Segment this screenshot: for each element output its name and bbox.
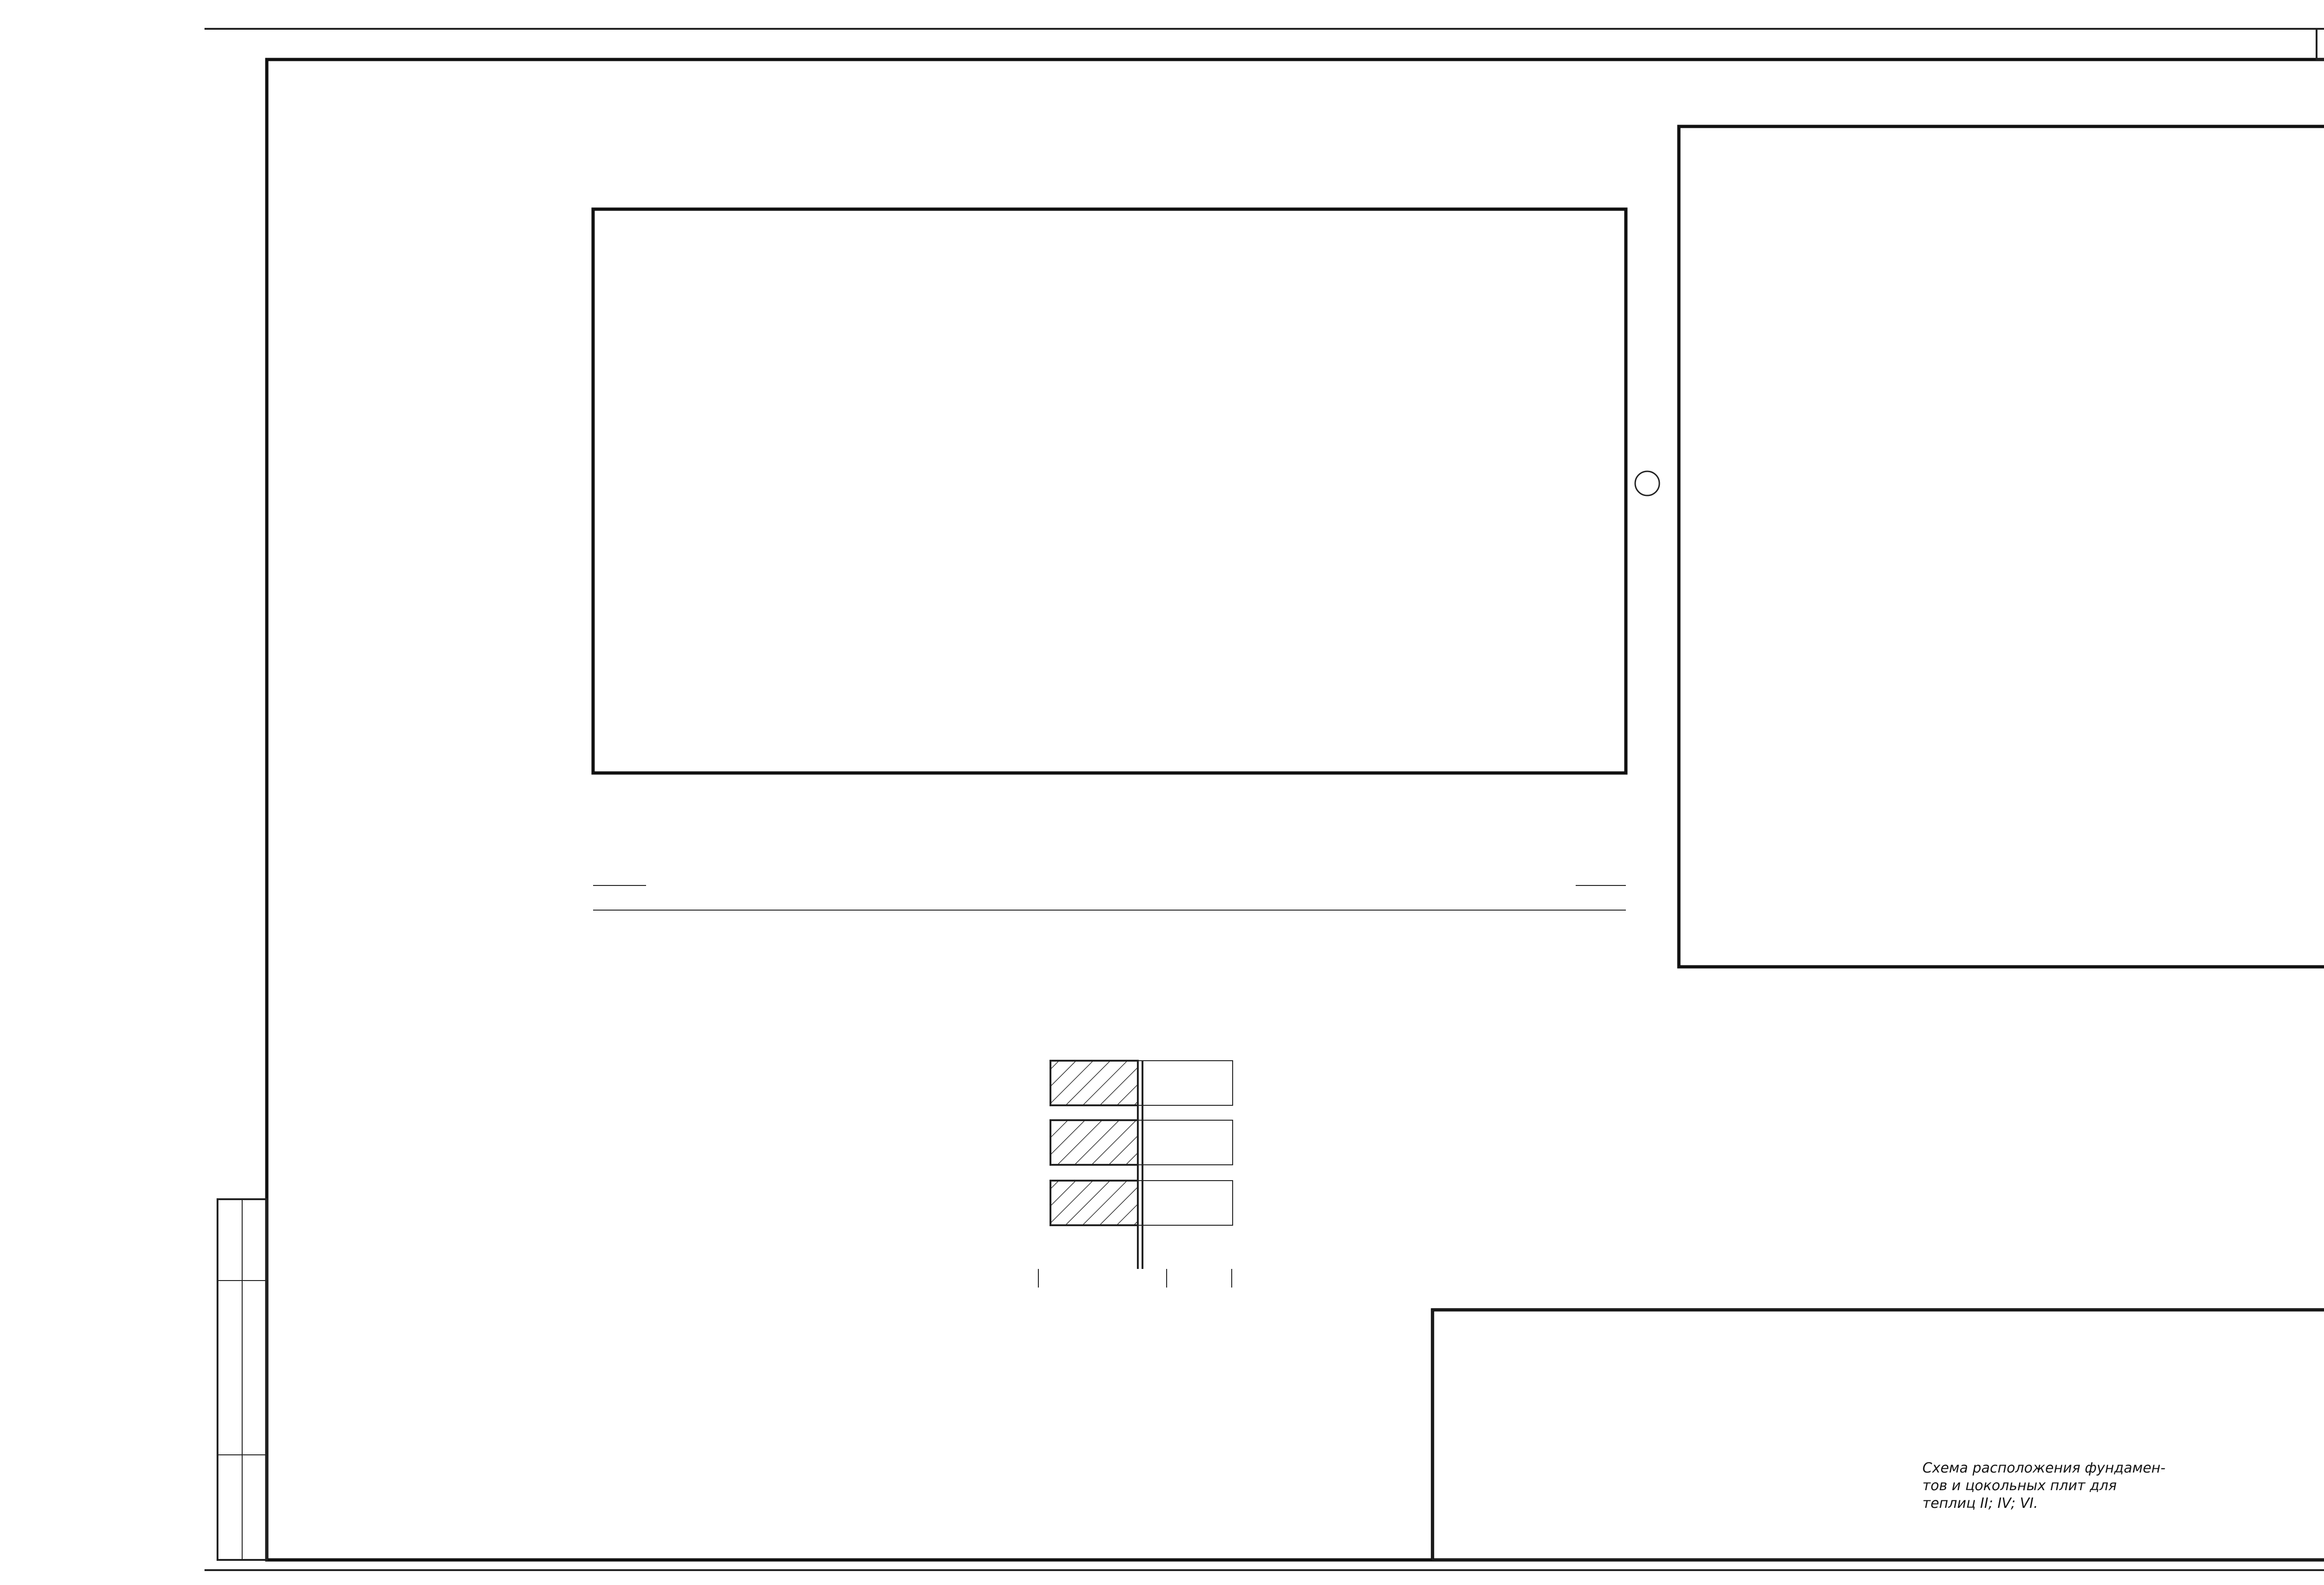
greenhouse-outline bbox=[593, 209, 1626, 773]
house-VI bbox=[1050, 1181, 1138, 1225]
house-II bbox=[1050, 1061, 1138, 1105]
stamp-drawing-title-3: теплиц II; IV; VI. bbox=[1922, 1495, 2038, 1512]
side-stamp bbox=[218, 1199, 267, 1560]
house-IV bbox=[1050, 1120, 1138, 1165]
title-block bbox=[1433, 1310, 2324, 1560]
stamp-drawing-title-1: Схема расположения фундамен- bbox=[1922, 1460, 2166, 1476]
sheet-frame bbox=[205, 29, 2324, 1570]
stamp-drawing-title-2: тов и цокольных плит для bbox=[1922, 1478, 2117, 1494]
key-plan bbox=[1038, 1061, 1233, 1288]
foundation-plan bbox=[593, 209, 1659, 910]
spec-table bbox=[1679, 126, 2324, 967]
